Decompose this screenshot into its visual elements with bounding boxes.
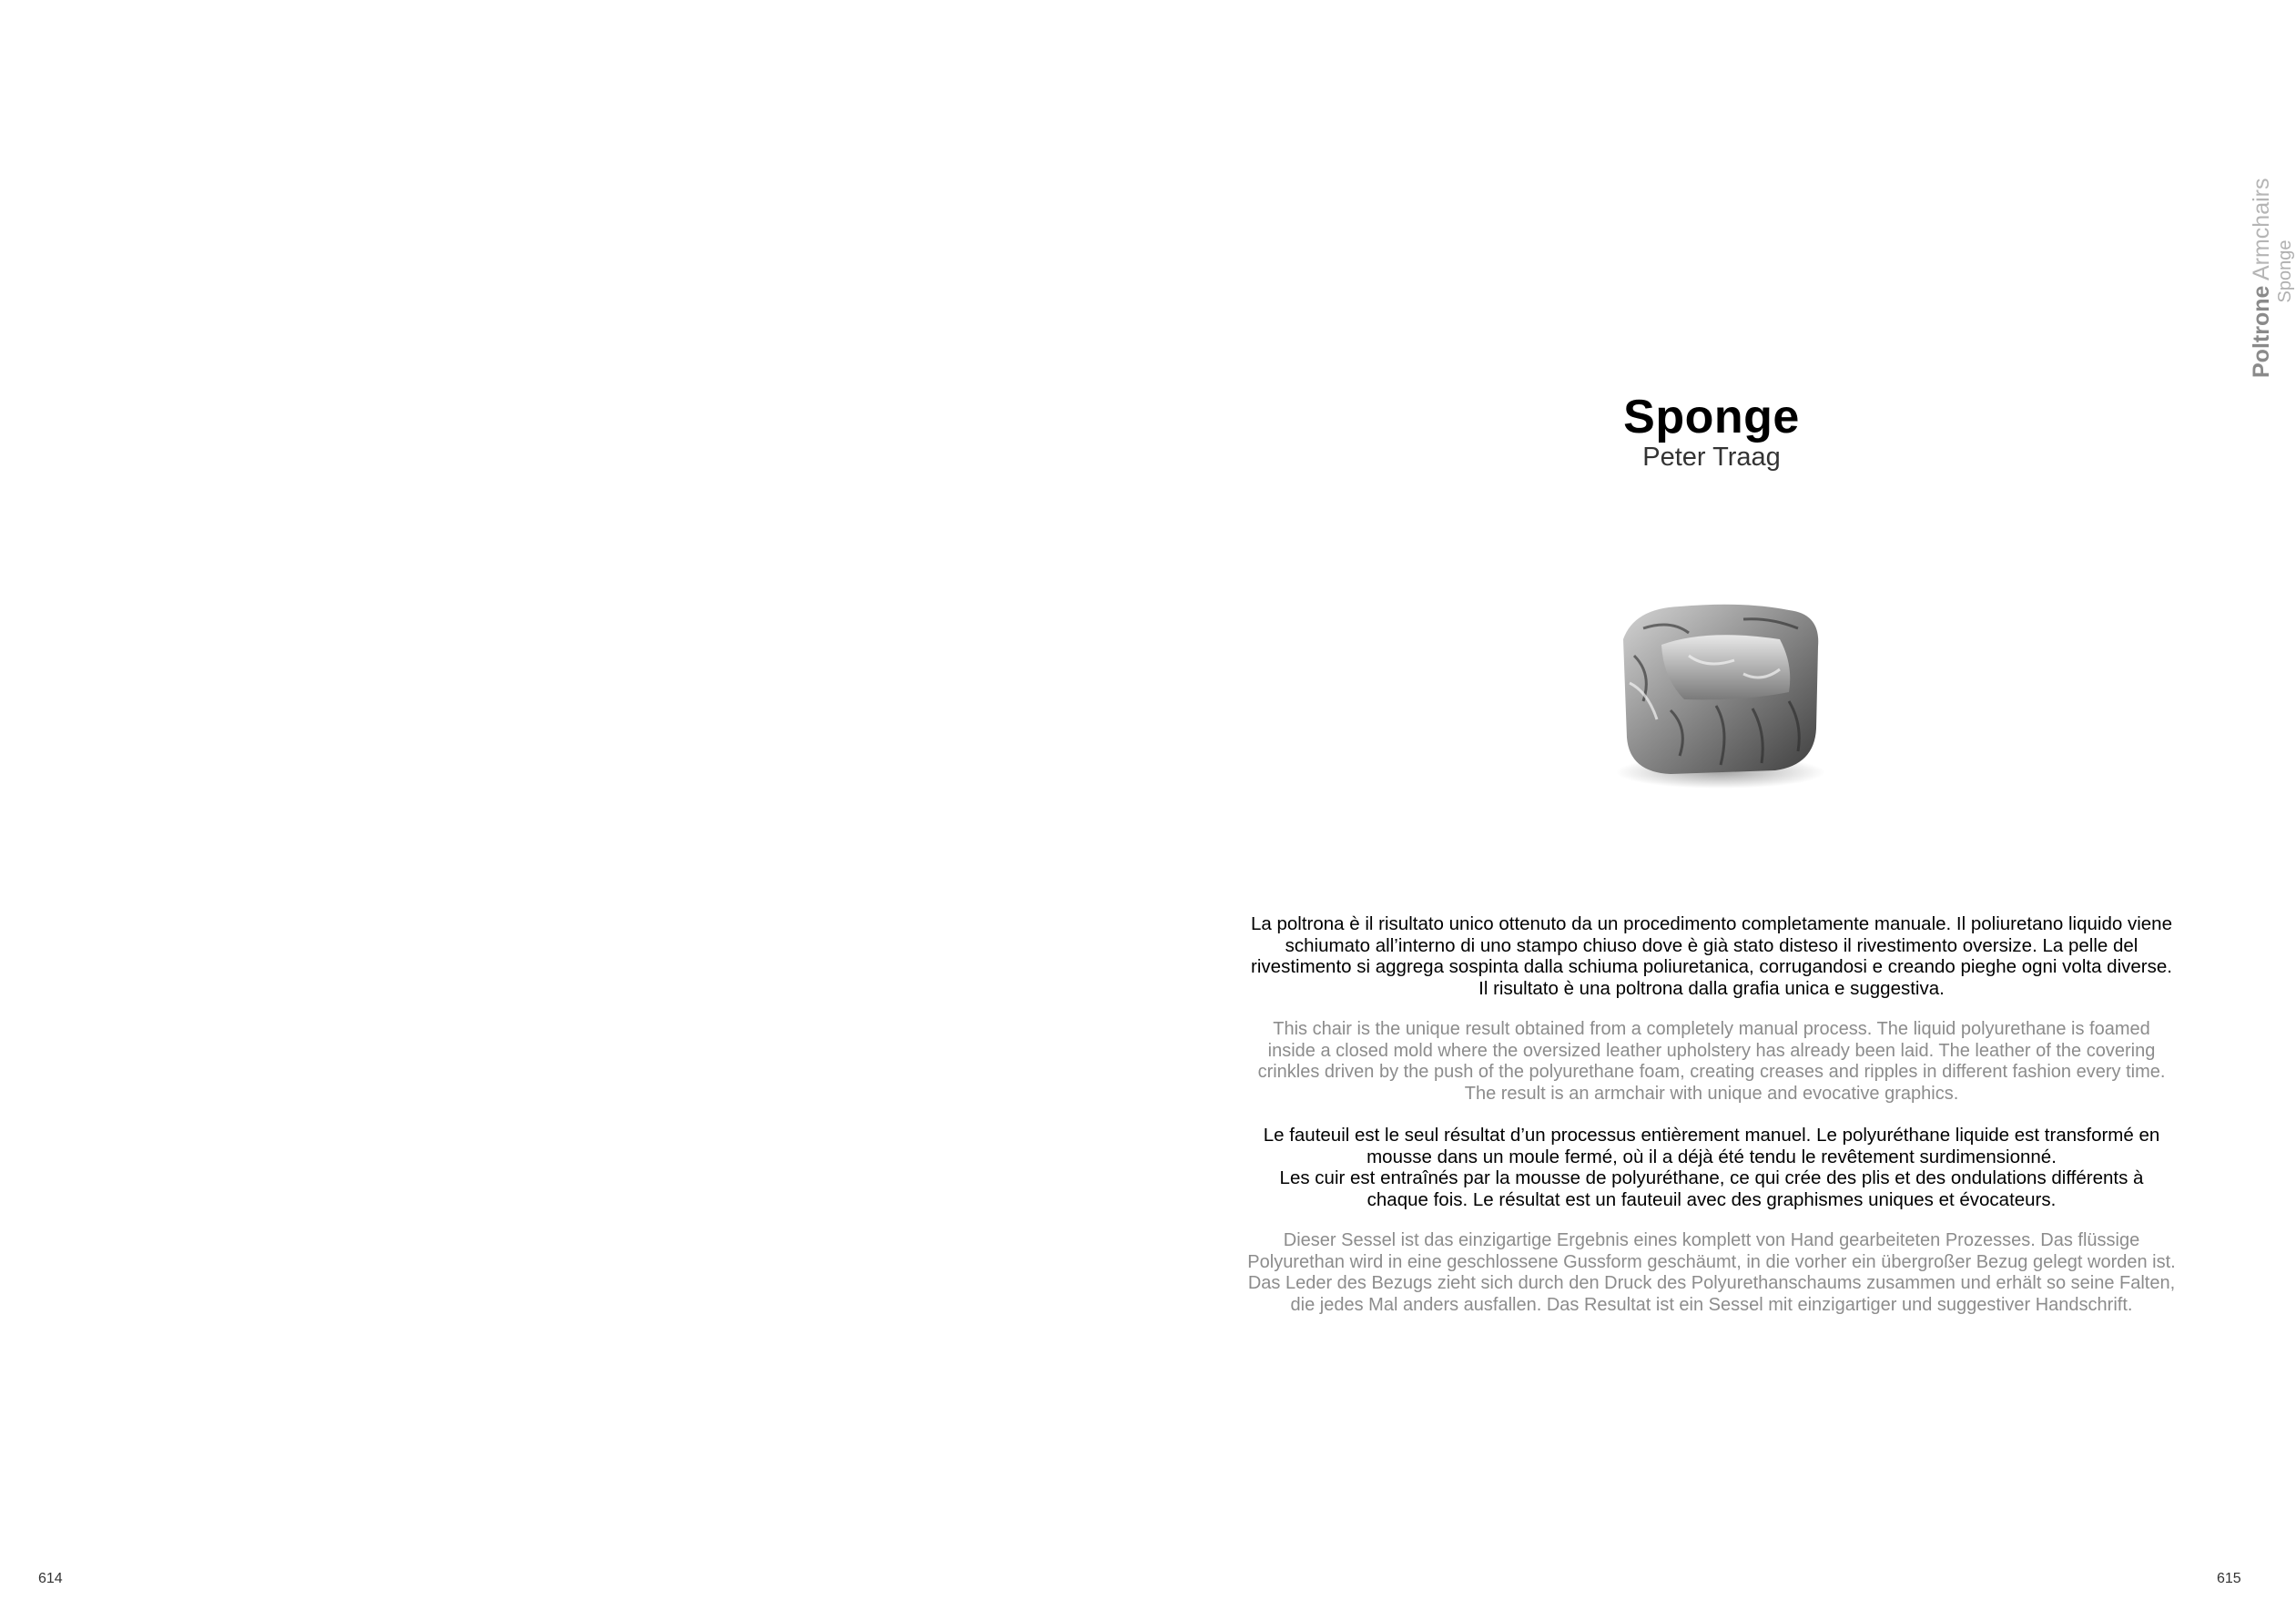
left-page [0, 0, 1138, 1610]
armchair-photo-icon [1607, 592, 1834, 792]
side-product-name: Sponge [2275, 239, 2295, 303]
description-italian: La poltrona è il risultato unico ottenuto da un procedimento completamente manuale. Il poliuretano liquido viene schiumato all’interno di uno stampo chiuso dove è già stato disteso il rivestimento oversize. La pelle del rivestimento si aggrega sospinta dalla schiuma poliuretanica, corrugandosi e creando pieghe ogni volta diverse. Il risultato è una poltrona dalla grafia unica e suggestiva. [1251, 913, 2172, 999]
category-english: Armchairs [2249, 178, 2274, 281]
product-title: Sponge [1623, 391, 1800, 443]
section-side-label [2249, 178, 2296, 379]
right-page [1138, 0, 2276, 1610]
category-italian: Poltrone [2249, 285, 2274, 378]
designer-name: Peter Traag [1642, 443, 1781, 472]
description-french-paragraph-1: Le fauteuil est le seul résultat d’un processus entièrement manuel. Le polyuréthane liquide est transformé en mousse dans un moule fermé, où il a déjà été tendu le revêtement surdimensionné. [1263, 1125, 2160, 1167]
description-german: Dieser Sessel ist das einzigartige Ergebnis eines komplett von Hand gearbeiteten Prozesses. Das flüssige Polyurethan wird in eine geschlossene Gussform geschäumt, in die vorher ein übergroßer Bezug gelegt worden ist. Das Leder des Bezugs zieht sich durch den Druck des Polyurethanschaums zusammen und erhält so seine Falten, die jedes Mal anders ausfallen. Das Resultat ist ein Sessel mit einzigartiger und suggestiver Handschrift. [1247, 1230, 2176, 1315]
description-french [1247, 1125, 2176, 1210]
page-number-left: 614 [38, 1571, 63, 1586]
page-number-right: 615 [2217, 1571, 2241, 1586]
description-french-paragraph-2: Les cuir est entraînés par la mousse de polyuréthane, ce qui crée des plis et des ondulations différents à chaque fois. Le résultat est un fauteuil avec des graphismes uniques et évocateurs. [1279, 1167, 2144, 1210]
description-english: This chair is the unique result obtained from a completely manual process. The liquid polyurethane is foamed inside a closed mold where the oversized leather upholstery has already been laid. The leather of the covering crinkles driven by the push of the polyurethane foam, creating creases and ripples in different fashion every time. The result is an armchair with unique and evocative graphics. [1257, 1019, 2166, 1104]
